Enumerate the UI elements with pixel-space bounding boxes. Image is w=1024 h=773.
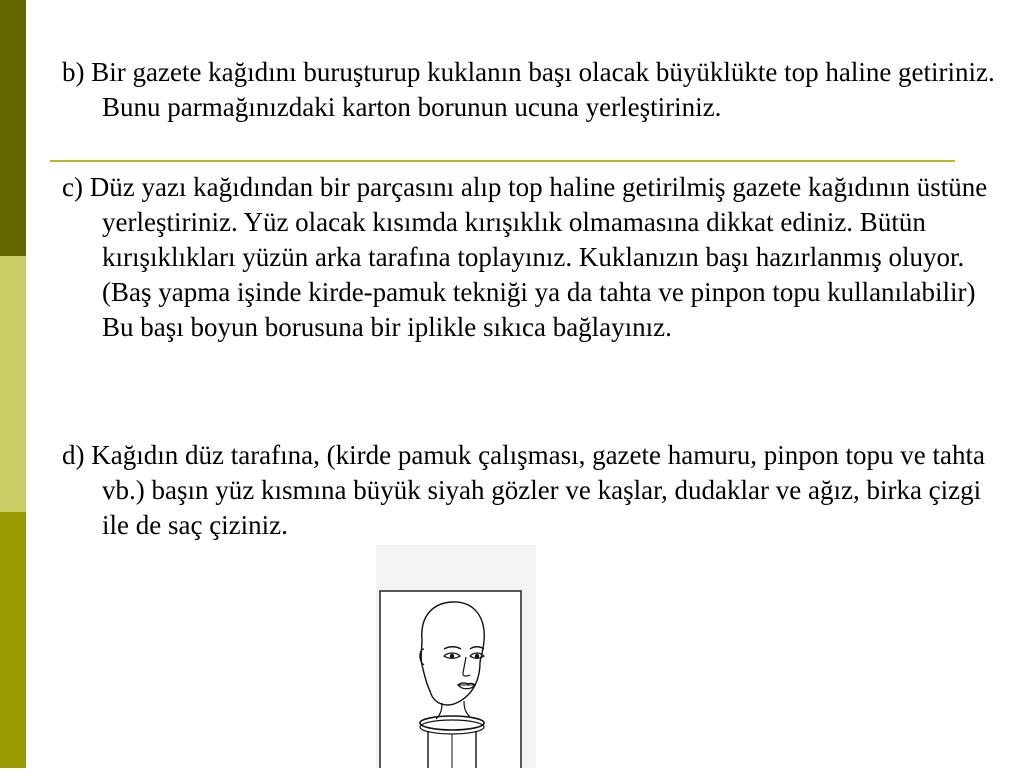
paragraph-c: c) Düz yazı kağıdından bir parçasını alıp top haline getirilmiş gazete kağıdının üstüne yerleştiriniz. Yüz olacak kısımda kırışıklık olmamasına dikkat ediniz. Bütün kırışıklıkları yüzün arka tarafına toplayınız. Kuklanızın başı hazırlanmış oluyor. (Baş yapma işinde kirde-pamuk tekniği ya da tahta ve pinpon topu kullanılabilir) Bu başı boyun borusuna bir iplikle sıkıca bağlayınız.: [62, 172, 988, 342]
side-bar-middle: [0, 256, 26, 512]
side-bar-top: [0, 0, 26, 256]
paragraph-d: d) Kağıdın düz tarafına, (kirde pamuk çalışması, gazete hamuru, pinpon topu ve tahta vb.) başın yüz kısmına büyük siyah gözler ve kaşlar, dudaklar ve ağız, birka çizgi ile de saç çiziniz.: [62, 440, 985, 540]
puppet-head-drawing-icon: [376, 545, 536, 768]
puppet-illustration: [376, 545, 536, 768]
paragraph-b: b) Bir gazete kağıdını buruşturup kuklanın başı olacak büyüklükte top haline getiriniz. Bunu parmağınızdaki karton borunun ucuna yerleştiriniz.: [62, 57, 995, 122]
side-bar-bottom: [0, 512, 26, 768]
divider-line: [50, 160, 955, 162]
